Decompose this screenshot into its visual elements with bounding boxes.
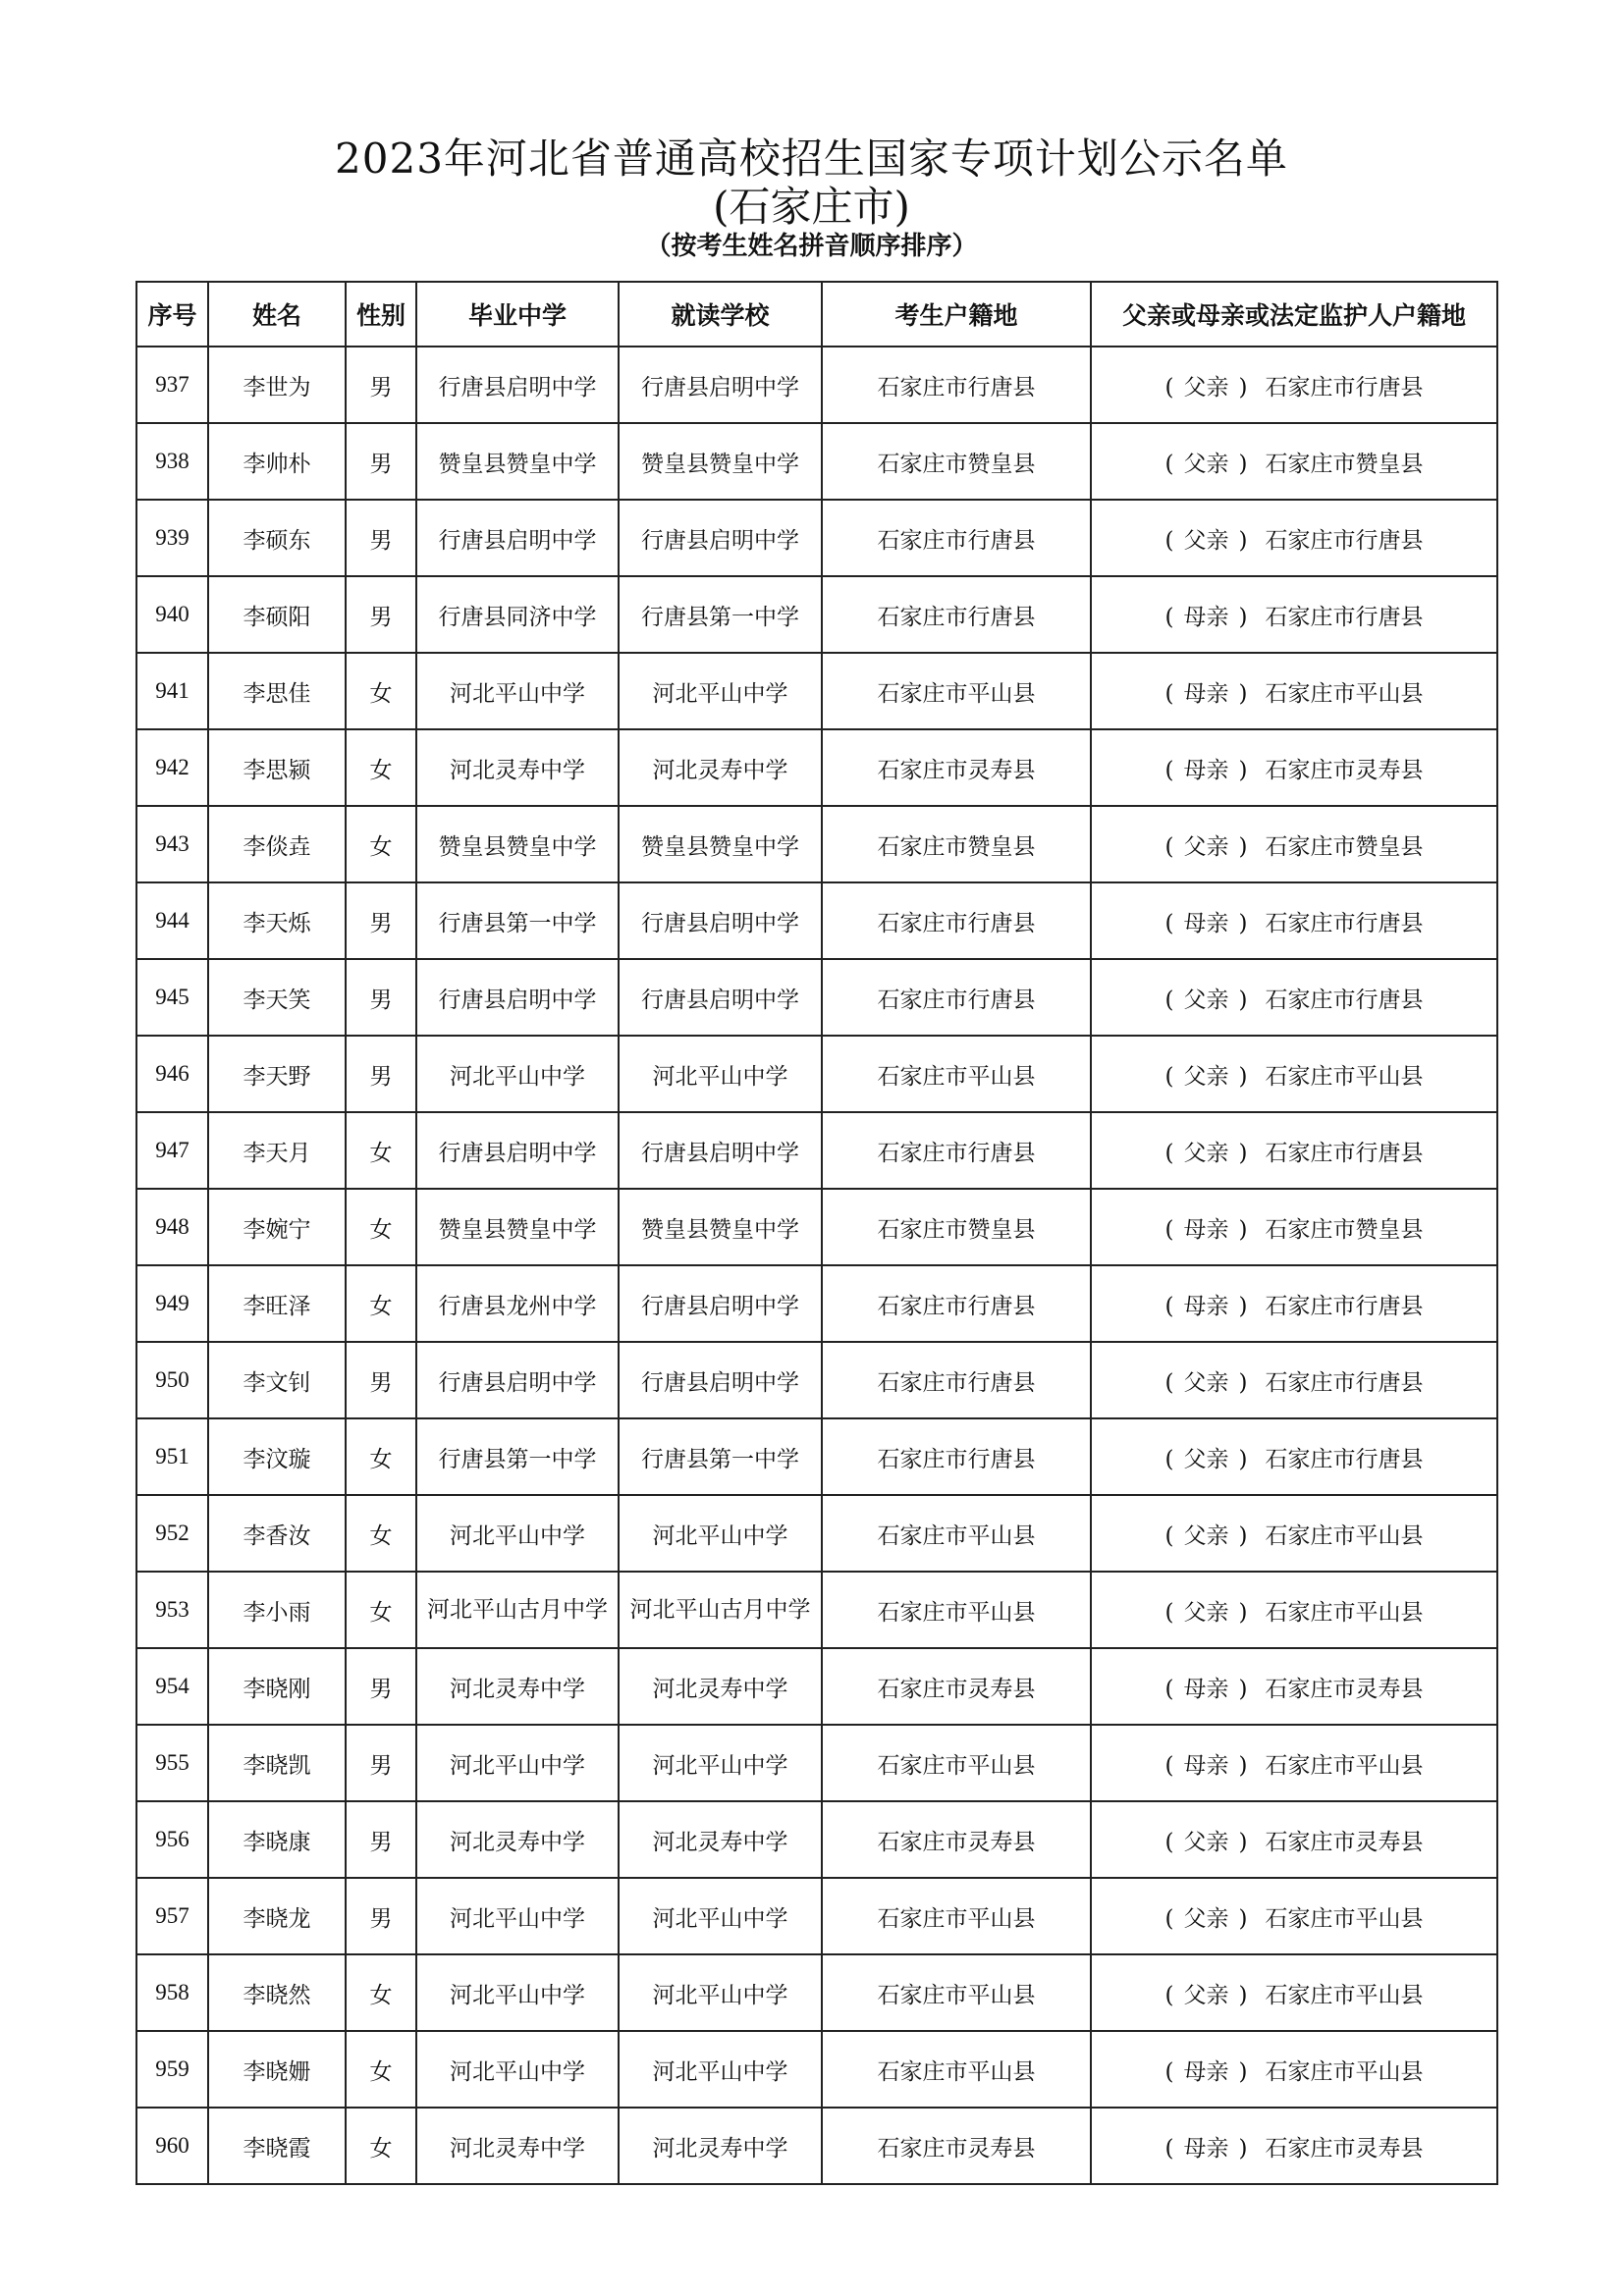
cell-residence: 石家庄市平山县	[822, 1036, 1091, 1112]
cell-current-school: 河北灵寿中学	[619, 729, 822, 806]
cell-no: 954	[136, 1648, 208, 1725]
cell-grad-school: 河北平山中学	[416, 1036, 619, 1112]
cell-guardian	[1091, 1036, 1497, 1112]
guardian-residence: 石家庄市行唐县	[1265, 527, 1424, 554]
cell-name: 李晓康	[208, 1801, 346, 1878]
cell-guardian	[1091, 1801, 1497, 1878]
cell-guardian	[1091, 1725, 1497, 1801]
guardian-residence: 石家庄市平山县	[1265, 1063, 1424, 1090]
cell-no: 937	[136, 347, 208, 423]
guardian-residence: 石家庄市行唐县	[1265, 1369, 1424, 1396]
cell-grad-school: 行唐县启明中学	[416, 959, 619, 1036]
page-title: 2023年河北省普通高校招生国家专项计划公示名单	[335, 134, 1288, 183]
cell-guardian	[1091, 653, 1497, 729]
relation-label: ( 父亲 )	[1165, 1900, 1248, 1933]
relation-text: 父亲	[1183, 1063, 1229, 1090]
cell-name: 李晓凯	[208, 1725, 346, 1801]
cell-residence: 石家庄市灵寿县	[822, 2108, 1091, 2184]
cell-guardian	[1091, 500, 1497, 576]
relation-label: ( 父亲 )	[1165, 1977, 1248, 2009]
cell-grad-school: 河北平山中学	[416, 1954, 619, 2031]
cell-grad-school: 河北灵寿中学	[416, 1801, 619, 1878]
cell-no: 939	[136, 500, 208, 576]
guardian-residence: 石家庄市行唐县	[1265, 910, 1424, 936]
table-row	[136, 882, 1497, 959]
cell-gender: 男	[346, 1648, 416, 1725]
cell-grad-school: 河北平山中学	[416, 653, 619, 729]
table-row	[136, 1801, 1497, 1878]
relation-label: ( 母亲 )	[1165, 1288, 1248, 1320]
relation-text: 父亲	[1183, 1905, 1229, 1932]
relation-label: ( 母亲 )	[1165, 2054, 1248, 2086]
relation-label: ( 父亲 )	[1165, 1364, 1248, 1397]
header-guardian-residence: 父亲或母亲或法定监护人户籍地	[1091, 282, 1497, 347]
guardian-residence: 石家庄市平山县	[1265, 1905, 1424, 1932]
relation-text: 父亲	[1183, 1369, 1229, 1396]
relation-text: 母亲	[1183, 1293, 1229, 1319]
cell-guardian	[1091, 959, 1497, 1036]
cell-gender: 男	[346, 576, 416, 653]
table-row	[136, 1112, 1497, 1189]
cell-residence: 石家庄市行唐县	[822, 882, 1091, 959]
cell-guardian	[1091, 1189, 1497, 1265]
guardian-residence: 石家庄市赞皇县	[1265, 833, 1424, 860]
cell-grad-school: 河北灵寿中学	[416, 1648, 619, 1725]
cell-no: 955	[136, 1725, 208, 1801]
relation-text: 母亲	[1183, 1676, 1229, 1702]
cell-current-school: 行唐县启明中学	[619, 347, 822, 423]
cell-name: 李香汝	[208, 1495, 346, 1572]
cell-guardian	[1091, 806, 1497, 882]
cell-guardian	[1091, 1572, 1497, 1648]
cell-guardian	[1091, 729, 1497, 806]
cell-guardian	[1091, 1342, 1497, 1418]
cell-gender: 男	[346, 882, 416, 959]
relation-label: ( 母亲 )	[1165, 752, 1248, 784]
cell-name: 李晓刚	[208, 1648, 346, 1725]
roster-table	[135, 281, 1498, 2185]
header-no: 序号	[136, 282, 208, 347]
relation-label: ( 母亲 )	[1165, 1747, 1248, 1780]
cell-grad-school: 行唐县启明中学	[416, 347, 619, 423]
guardian-residence: 石家庄市平山县	[1265, 1752, 1424, 1779]
cell-name: 李晓姗	[208, 2031, 346, 2108]
cell-gender: 女	[346, 2108, 416, 2184]
cell-no: 941	[136, 653, 208, 729]
cell-gender: 男	[346, 500, 416, 576]
cell-current-school: 行唐县启明中学	[619, 1342, 822, 1418]
relation-label: ( 父亲 )	[1165, 522, 1248, 555]
relation-text: 母亲	[1183, 757, 1229, 783]
relation-label: ( 父亲 )	[1165, 828, 1248, 861]
table-row	[136, 653, 1497, 729]
cell-guardian	[1091, 1648, 1497, 1725]
cell-guardian	[1091, 1265, 1497, 1342]
cell-residence: 石家庄市平山县	[822, 1495, 1091, 1572]
header-name: 姓名	[208, 282, 346, 347]
relation-text: 父亲	[1183, 1522, 1229, 1549]
cell-residence: 石家庄市平山县	[822, 1725, 1091, 1801]
relation-label: ( 母亲 )	[1165, 2130, 1248, 2163]
cell-name: 李硕东	[208, 500, 346, 576]
cell-current-school: 行唐县启明中学	[619, 959, 822, 1036]
cell-grad-school: 行唐县启明中学	[416, 500, 619, 576]
header-current-school: 就读学校	[619, 282, 822, 347]
relation-label: ( 父亲 )	[1165, 369, 1248, 401]
cell-guardian	[1091, 576, 1497, 653]
cell-grad-school: 河北平山中学	[416, 2031, 619, 2108]
cell-residence: 石家庄市行唐县	[822, 1342, 1091, 1418]
cell-grad-school: 赞皇县赞皇中学	[416, 806, 619, 882]
cell-gender: 男	[346, 1036, 416, 1112]
relation-text: 父亲	[1183, 1446, 1229, 1472]
guardian-residence: 石家庄市赞皇县	[1265, 1216, 1424, 1243]
cell-residence: 石家庄市平山县	[822, 1572, 1091, 1648]
relation-text: 父亲	[1183, 1982, 1229, 2008]
cell-grad-school: 河北灵寿中学	[416, 2108, 619, 2184]
cell-residence: 石家庄市行唐县	[822, 1112, 1091, 1189]
cell-residence: 石家庄市行唐县	[822, 500, 1091, 576]
cell-no: 960	[136, 2108, 208, 2184]
cell-residence: 石家庄市行唐县	[822, 576, 1091, 653]
cell-name: 李汶璇	[208, 1418, 346, 1495]
cell-residence: 石家庄市行唐县	[822, 1265, 1091, 1342]
relation-text: 母亲	[1183, 2058, 1229, 2085]
cell-residence: 石家庄市赞皇县	[822, 1189, 1091, 1265]
cell-no: 958	[136, 1954, 208, 2031]
cell-residence: 石家庄市行唐县	[822, 1418, 1091, 1495]
guardian-residence: 石家庄市平山县	[1265, 1982, 1424, 2008]
guardian-residence: 石家庄市灵寿县	[1265, 2135, 1424, 2162]
relation-text: 父亲	[1183, 1829, 1229, 1855]
cell-current-school: 行唐县启明中学	[619, 882, 822, 959]
cell-residence: 石家庄市行唐县	[822, 959, 1091, 1036]
cell-current-school: 河北平山中学	[619, 1495, 822, 1572]
cell-name: 李倓垚	[208, 806, 346, 882]
cell-name: 李晓霞	[208, 2108, 346, 2184]
relation-text: 父亲	[1183, 374, 1229, 400]
cell-current-school: 行唐县启明中学	[619, 1265, 822, 1342]
sort-note: （按考生姓名拼音顺序排序）	[645, 232, 978, 261]
cell-guardian	[1091, 1878, 1497, 1954]
guardian-residence: 石家庄市行唐县	[1265, 1293, 1424, 1319]
header-grad-school: 毕业中学	[416, 282, 619, 347]
cell-residence: 石家庄市平山县	[822, 1954, 1091, 2031]
relation-text: 父亲	[1183, 1140, 1229, 1166]
guardian-residence: 石家庄市行唐县	[1265, 604, 1424, 630]
cell-gender: 女	[346, 1418, 416, 1495]
cell-no: 959	[136, 2031, 208, 2108]
cell-no: 945	[136, 959, 208, 1036]
cell-grad-school: 赞皇县赞皇中学	[416, 423, 619, 500]
cell-grad-school: 行唐县龙州中学	[416, 1265, 619, 1342]
table-row	[136, 1725, 1497, 1801]
relation-text: 父亲	[1183, 451, 1229, 477]
relation-label: ( 母亲 )	[1165, 599, 1248, 631]
cell-guardian	[1091, 2031, 1497, 2108]
table-row	[136, 576, 1497, 653]
cell-name: 李天烁	[208, 882, 346, 959]
relation-text: 母亲	[1183, 2135, 1229, 2162]
cell-gender: 女	[346, 1189, 416, 1265]
cell-guardian	[1091, 2108, 1497, 2184]
cell-guardian	[1091, 1418, 1497, 1495]
cell-grad-school: 行唐县同济中学	[416, 576, 619, 653]
table-row	[136, 729, 1497, 806]
cell-name: 李硕阳	[208, 576, 346, 653]
relation-label: ( 母亲 )	[1165, 1671, 1248, 1703]
cell-residence: 石家庄市赞皇县	[822, 423, 1091, 500]
cell-no: 947	[136, 1112, 208, 1189]
cell-no: 952	[136, 1495, 208, 1572]
relation-text: 父亲	[1183, 833, 1229, 860]
cell-no: 956	[136, 1801, 208, 1878]
cell-current-school: 河北平山中学	[619, 653, 822, 729]
cell-residence: 石家庄市平山县	[822, 653, 1091, 729]
cell-guardian	[1091, 1954, 1497, 2031]
guardian-residence: 石家庄市行唐县	[1265, 374, 1424, 400]
cell-gender: 女	[346, 729, 416, 806]
cell-no: 946	[136, 1036, 208, 1112]
table-row	[136, 423, 1497, 500]
cell-current-school: 河北平山中学	[619, 1036, 822, 1112]
cell-guardian	[1091, 347, 1497, 423]
relation-label: ( 父亲 )	[1165, 1518, 1248, 1550]
cell-name: 李晓龙	[208, 1878, 346, 1954]
cell-name: 李天月	[208, 1112, 346, 1189]
guardian-residence: 石家庄市平山县	[1265, 1599, 1424, 1626]
cell-current-school: 行唐县启明中学	[619, 500, 822, 576]
cell-no: 938	[136, 423, 208, 500]
cell-name: 李文钊	[208, 1342, 346, 1418]
cell-current-school: 河北平山中学	[619, 1725, 822, 1801]
relation-label: ( 父亲 )	[1165, 1135, 1248, 1167]
table-row	[136, 806, 1497, 882]
cell-name: 李小雨	[208, 1572, 346, 1648]
cell-current-school: 河北灵寿中学	[619, 2108, 822, 2184]
cell-gender: 女	[346, 2031, 416, 2108]
cell-no: 948	[136, 1189, 208, 1265]
relation-text: 母亲	[1183, 604, 1229, 630]
cell-no: 944	[136, 882, 208, 959]
table-row	[136, 347, 1497, 423]
cell-guardian	[1091, 1112, 1497, 1189]
relation-label: ( 父亲 )	[1165, 982, 1248, 1014]
cell-name: 李世为	[208, 347, 346, 423]
table-row	[136, 1342, 1497, 1418]
cell-gender: 女	[346, 1495, 416, 1572]
cell-guardian	[1091, 423, 1497, 500]
cell-residence: 石家庄市行唐县	[822, 347, 1091, 423]
cell-residence: 石家庄市平山县	[822, 1878, 1091, 1954]
cell-name: 李思颍	[208, 729, 346, 806]
cell-no: 957	[136, 1878, 208, 1954]
cell-gender: 男	[346, 1801, 416, 1878]
page-subtitle: (石家庄市)	[713, 183, 910, 231]
cell-residence: 石家庄市灵寿县	[822, 1801, 1091, 1878]
relation-text: 父亲	[1183, 987, 1229, 1013]
cell-gender: 男	[346, 1725, 416, 1801]
cell-grad-school: 行唐县启明中学	[416, 1342, 619, 1418]
table-row	[136, 1265, 1497, 1342]
cell-gender: 男	[346, 1878, 416, 1954]
cell-grad-school: 行唐县启明中学	[416, 1112, 619, 1189]
cell-guardian	[1091, 882, 1497, 959]
cell-name: 李晓然	[208, 1954, 346, 2031]
guardian-residence: 石家庄市平山县	[1265, 2058, 1424, 2085]
cell-current-school: 河北平山中学	[619, 2031, 822, 2108]
guardian-residence: 石家庄市行唐县	[1265, 1140, 1424, 1166]
cell-residence: 石家庄市灵寿县	[822, 729, 1091, 806]
cell-grad-school: 河北平山中学	[416, 1495, 619, 1572]
cell-grad-school: 河北平山古月中学	[416, 1572, 619, 1648]
guardian-residence: 石家庄市灵寿县	[1265, 1676, 1424, 1702]
cell-gender: 女	[346, 806, 416, 882]
cell-current-school: 行唐县第一中学	[619, 1418, 822, 1495]
cell-gender: 男	[346, 959, 416, 1036]
guardian-residence: 石家庄市行唐县	[1265, 987, 1424, 1013]
relation-text: 母亲	[1183, 910, 1229, 936]
table-row	[136, 1495, 1497, 1572]
cell-gender: 女	[346, 1954, 416, 2031]
cell-current-school: 赞皇县赞皇中学	[619, 806, 822, 882]
table-row	[136, 1572, 1497, 1648]
table-row	[136, 1648, 1497, 1725]
cell-grad-school: 河北平山中学	[416, 1725, 619, 1801]
cell-current-school: 赞皇县赞皇中学	[619, 423, 822, 500]
cell-gender: 男	[346, 347, 416, 423]
cell-no: 951	[136, 1418, 208, 1495]
cell-grad-school: 行唐县第一中学	[416, 882, 619, 959]
cell-gender: 女	[346, 1572, 416, 1648]
table-row	[136, 500, 1497, 576]
guardian-residence: 石家庄市行唐县	[1265, 1446, 1424, 1472]
cell-name: 李天笑	[208, 959, 346, 1036]
table-header-row	[136, 282, 1497, 347]
relation-label: ( 父亲 )	[1165, 446, 1248, 478]
cell-current-school: 河北灵寿中学	[619, 1801, 822, 1878]
cell-current-school: 行唐县第一中学	[619, 576, 822, 653]
cell-current-school: 河北灵寿中学	[619, 1648, 822, 1725]
table-row	[136, 1878, 1497, 1954]
table-row	[136, 1418, 1497, 1495]
cell-residence: 石家庄市赞皇县	[822, 806, 1091, 882]
cell-name: 李婉宁	[208, 1189, 346, 1265]
table-row	[136, 2108, 1497, 2184]
cell-gender: 女	[346, 1112, 416, 1189]
cell-gender: 男	[346, 1342, 416, 1418]
cell-gender: 女	[346, 653, 416, 729]
table-row	[136, 1189, 1497, 1265]
cell-current-school: 赞皇县赞皇中学	[619, 1189, 822, 1265]
table-row	[136, 959, 1497, 1036]
header-residence: 考生户籍地	[822, 282, 1091, 347]
table-row	[136, 1036, 1497, 1112]
relation-label: ( 母亲 )	[1165, 675, 1248, 708]
cell-name: 李旺泽	[208, 1265, 346, 1342]
cell-no: 949	[136, 1265, 208, 1342]
cell-gender: 女	[346, 1265, 416, 1342]
guardian-residence: 石家庄市赞皇县	[1265, 451, 1424, 477]
cell-current-school: 河北平山中学	[619, 1954, 822, 2031]
relation-text: 母亲	[1183, 680, 1229, 707]
cell-current-school: 行唐县启明中学	[619, 1112, 822, 1189]
relation-text: 母亲	[1183, 1216, 1229, 1243]
relation-text: 父亲	[1183, 527, 1229, 554]
relation-text: 母亲	[1183, 1752, 1229, 1779]
guardian-residence: 石家庄市平山县	[1265, 1522, 1424, 1549]
cell-no: 942	[136, 729, 208, 806]
cell-grad-school: 行唐县第一中学	[416, 1418, 619, 1495]
cell-current-school: 河北平山古月中学	[619, 1572, 822, 1648]
relation-label: ( 父亲 )	[1165, 1058, 1248, 1091]
table-row	[136, 2031, 1497, 2108]
relation-label: ( 母亲 )	[1165, 1211, 1248, 1244]
guardian-residence: 石家庄市灵寿县	[1265, 757, 1424, 783]
table-row	[136, 1954, 1497, 2031]
cell-no: 953	[136, 1572, 208, 1648]
relation-label: ( 父亲 )	[1165, 1824, 1248, 1856]
cell-name: 李思佳	[208, 653, 346, 729]
cell-residence: 石家庄市灵寿县	[822, 1648, 1091, 1725]
cell-name: 李帅朴	[208, 423, 346, 500]
cell-grad-school: 河北灵寿中学	[416, 729, 619, 806]
cell-current-school: 河北平山中学	[619, 1878, 822, 1954]
cell-no: 950	[136, 1342, 208, 1418]
relation-label: ( 父亲 )	[1165, 1441, 1248, 1473]
relation-label: ( 母亲 )	[1165, 905, 1248, 937]
cell-guardian	[1091, 1495, 1497, 1572]
relation-label: ( 父亲 )	[1165, 1594, 1248, 1627]
cell-grad-school: 河北平山中学	[416, 1878, 619, 1954]
relation-text: 父亲	[1183, 1599, 1229, 1626]
guardian-residence: 石家庄市灵寿县	[1265, 1829, 1424, 1855]
guardian-residence: 石家庄市平山县	[1265, 680, 1424, 707]
cell-residence: 石家庄市平山县	[822, 2031, 1091, 2108]
cell-no: 943	[136, 806, 208, 882]
cell-grad-school: 赞皇县赞皇中学	[416, 1189, 619, 1265]
cell-name: 李天野	[208, 1036, 346, 1112]
cell-no: 940	[136, 576, 208, 653]
cell-gender: 男	[346, 423, 416, 500]
header-gender: 性别	[346, 282, 416, 347]
